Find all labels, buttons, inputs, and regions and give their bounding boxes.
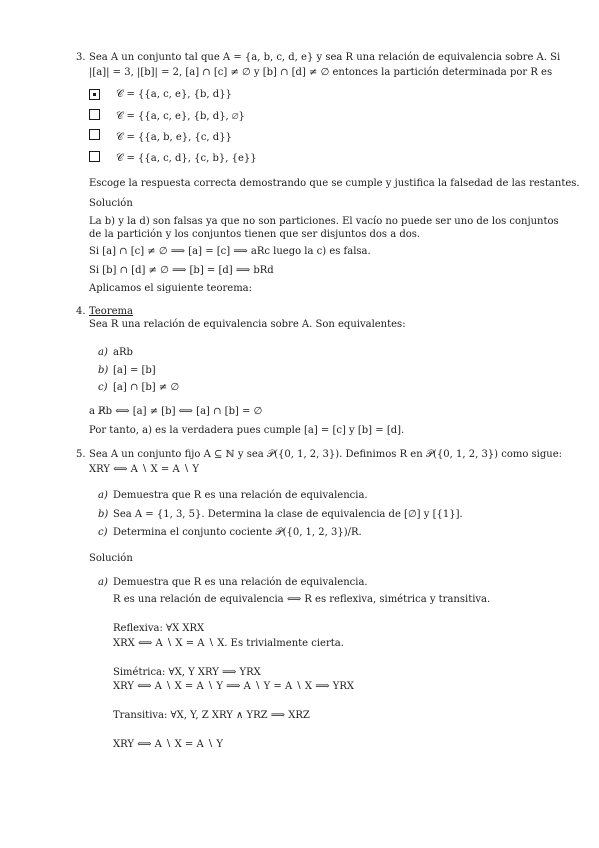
option-label-2: 𝒞 = {{a, c, e}, {b, d}, ∅} (116, 111, 245, 122)
question-3-solution-line-1: La b) y la d) son falsas ya que no son particiones. El vacío no puede ser uno de los conjuntos (89, 216, 559, 227)
question-3-statement-line-1: Sea A un conjunto tal que A = {a, b, c, d, e} y sea R una relación de equivalencia sobre A. Si (89, 52, 561, 63)
reflexive-proof: XRX ⟺ A ∖ X = A ∖ X. Es trivialmente cierta. (113, 638, 344, 649)
theorem-item-c-label: c) (98, 382, 108, 393)
theorem-intro: Sea R una relación de equivalencia sobre A. Son equivalentes: (89, 319, 406, 330)
option-checkbox-3[interactable] (89, 129, 100, 140)
question-5-item-c-text: Determina el conjunto cociente 𝒫({0, 1, 2, 3})/R. (113, 527, 362, 538)
question-4-conclusion: Por tanto, a) es la verdadera pues cumple [a] = [c] y [b] = [d]. (89, 425, 405, 436)
question-3-solution-line-2: de la partición y los conjuntos tienen que ser disjuntos dos a dos. (89, 229, 421, 240)
transitive-proof-start: XRY ⟺ A ∖ X = A ∖ Y (113, 739, 223, 750)
question-5-number: 5. (76, 449, 86, 460)
question-5-item-b-label: b) (98, 509, 109, 520)
question-3-solution-line-5: Aplicamos el siguiente teorema: (89, 283, 253, 294)
question-5-item-a-text: Demuestra que R es una relación de equivalencia. (113, 490, 368, 501)
question-5-item-a-label: a) (98, 490, 108, 501)
theorem-heading: Teorema (89, 306, 133, 317)
theorem-item-a-text: aRb (113, 347, 133, 358)
question-5-statement-line-2: XRY ⟺ A ∖ X = A ∖ Y (89, 464, 199, 475)
reflexive-heading: Reflexiva: ∀X XRX (113, 623, 205, 634)
transitive-heading: Transitiva: ∀X, Y, Z XRY ∧ YRZ ⟹ XRZ (113, 710, 310, 721)
option-checkbox-4[interactable] (89, 151, 100, 162)
question-3-instruction: Escoge la respuesta correcta demostrando que se cumple y justifica la falsedad de las restantes. (89, 178, 580, 189)
solution-a-title: Demuestra que R es una relación de equivalencia. (113, 577, 368, 588)
symmetric-heading: Simétrica: ∀X, Y XRY ⟹ YRX (113, 667, 261, 678)
negation-equivalence-line: a R̸b ⟺ [a] ≠ [b] ⟺ [a] ∩ [b] = ∅ (89, 406, 263, 417)
question-3-solution-heading: Solución (89, 198, 133, 209)
question-4-number: 4. (76, 306, 86, 317)
question-3-number: 3. (76, 52, 86, 63)
theorem-item-a-label: a) (98, 347, 108, 358)
option-checkbox-2[interactable] (89, 109, 100, 120)
question-3-solution-line-3: Si [a] ∩ [c] ≠ ∅ ⟹ [a] = [c] ⟹ aRc luego la c) es falsa. (89, 246, 371, 257)
theorem-item-b-text: [a] = [b] (113, 365, 156, 376)
symmetric-proof: XRY ⟺ A ∖ X = A ∖ Y ⟹ A ∖ Y = A ∖ X ⟹ YRX (113, 681, 354, 692)
option-checkbox-1[interactable] (89, 89, 100, 100)
question-5-item-b-text: Sea A = {1, 3, 5}. Determina la clase de equivalencia de [∅] y [{1}]. (113, 509, 463, 520)
solution-a-label: a) (98, 577, 108, 588)
option-label-4: 𝒞 = {{a, c, d}, {c, b}, {e}} (116, 153, 257, 164)
question-5-solution-heading: Solución (89, 553, 133, 564)
question-5-item-c-label: c) (98, 527, 108, 538)
solution-a-definition: R es una relación de equivalencia ⟺ R es reflexiva, simétrica y transitiva. (113, 594, 491, 605)
theorem-item-c-text: [a] ∩ [b] ≠ ∅ (113, 382, 180, 393)
option-label-3: 𝒞 = {{a, b, e}, {c, d}} (116, 132, 232, 143)
question-3-statement-line-2: |[a]| = 3, |[b]| = 2, [a] ∩ [c] ≠ ∅ y [b] ∩ [d] ≠ ∅ entonces la partición determinada por R es (89, 67, 553, 78)
theorem-item-b-label: b) (98, 365, 109, 376)
option-label-1: 𝒞 = {{a, c, e}, {b, d}} (116, 89, 232, 100)
question-3-solution-line-4: Si [b] ∩ [d] ≠ ∅ ⟹ [b] = [d] ⟹ bRd (89, 265, 274, 276)
question-5-statement-line-1: Sea A un conjunto fijo A ⊆ ℕ y sea 𝒫({0, 1, 2, 3}). Definimos R en 𝒫({0, 1, 2, 3}) como sigue: (89, 449, 563, 460)
